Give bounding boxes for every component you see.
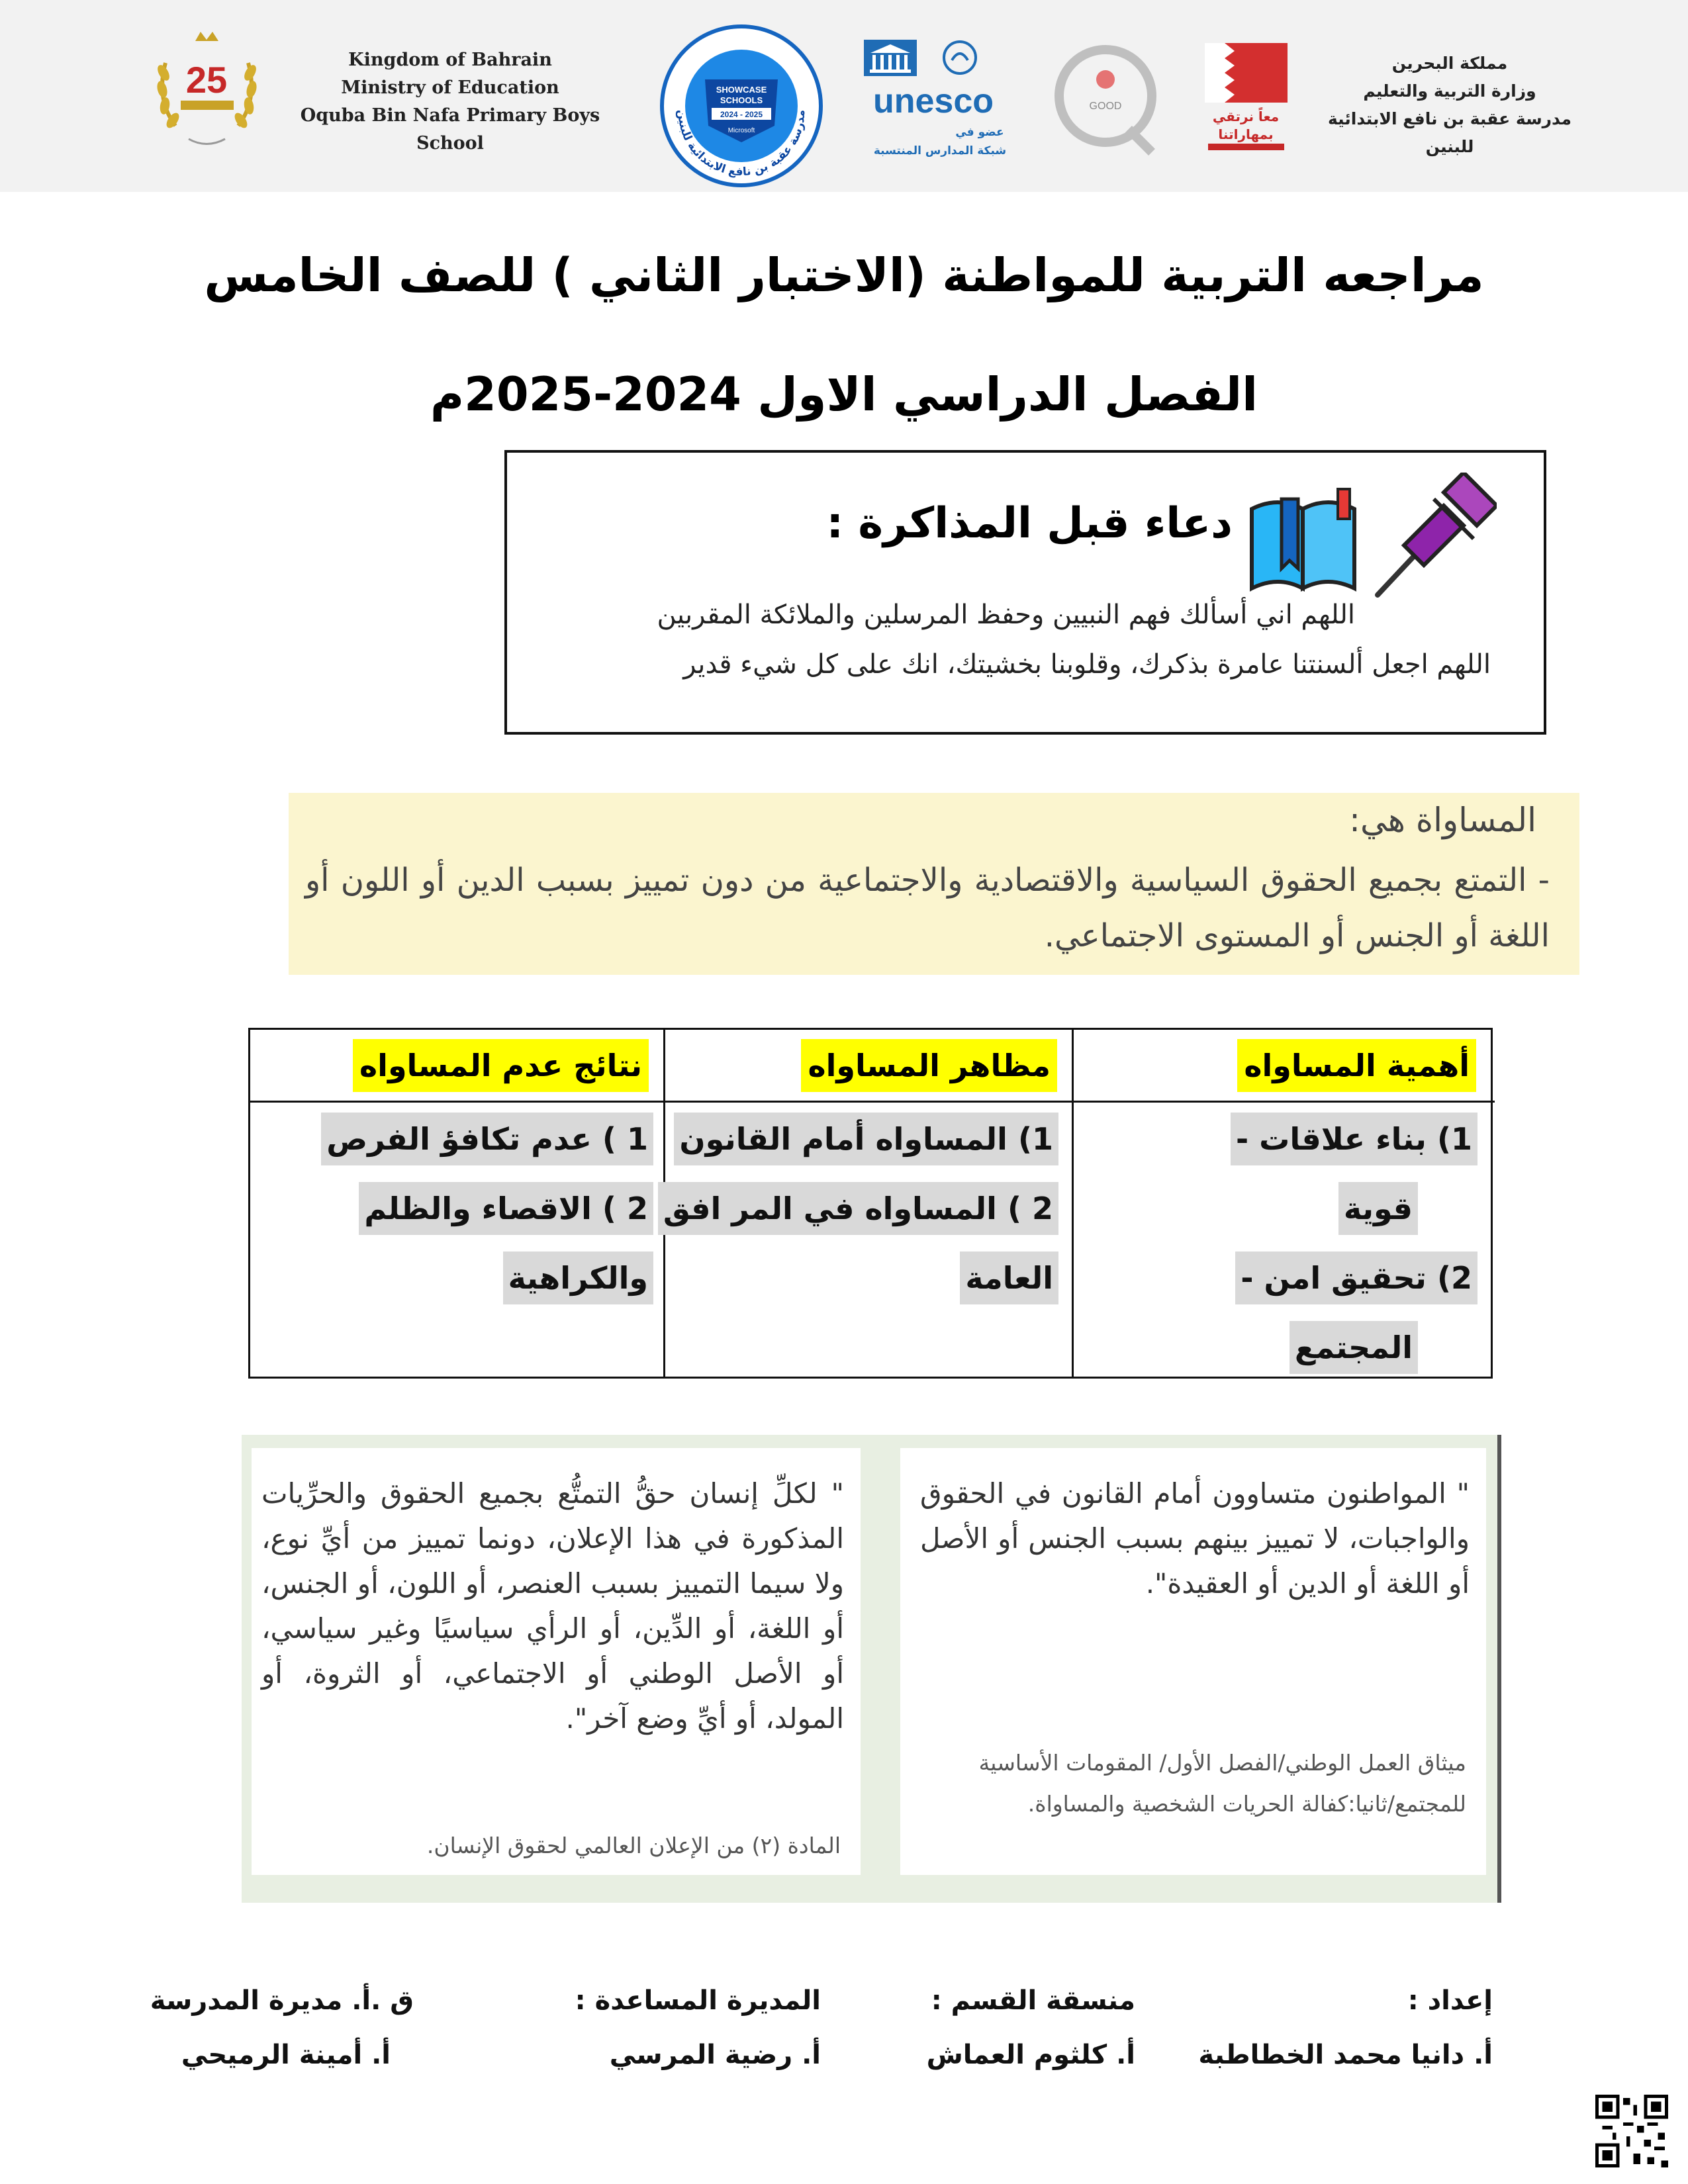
table-cell-line: 1) المساواه أمام القانون: [674, 1113, 1058, 1165]
national-charter-quote: " المواطنون متساوون أمام القانون في الحقوق والواجبات، لا تمييز بينهم بسبب الجنس أو الأصل أو اللغة أو الدين أو العقيدة".: [920, 1477, 1470, 1600]
dua-box: [504, 450, 1546, 735]
human-rights-source: المادة (٢) من الإعلان العالمي لحقوق الإنسان.: [426, 1833, 841, 1858]
table-cell-line: المجتمع: [1289, 1321, 1418, 1374]
table-cell-line: والكراهية: [503, 1251, 653, 1304]
table-cell-line: 1) بناء علاقات -: [1231, 1113, 1477, 1165]
equality-definition-text: - التمتع بجميع الحقوق السياسية والاقتصادية والاجتماعية من دون تمييز بسبب الدين أو اللون أو اللغة أو الجنس أو المستوى الاجتماعي.: [305, 862, 1550, 954]
table-column-importance: [1074, 1030, 1491, 1377]
letterhead-header: [0, 0, 1688, 192]
assistant-principal-label: المديرة المساعدة :: [575, 1985, 821, 2016]
table-cell-line: 2) تحقيق امن -: [1235, 1251, 1477, 1304]
table-header-divider: [250, 1101, 1495, 1103]
table-cell-line: قوية: [1338, 1182, 1418, 1235]
svg-text:GOOD: GOOD: [1089, 101, 1122, 112]
svg-text:SHOWCASE: SHOWCASE: [716, 85, 767, 95]
human-rights-quote-panel: [252, 1448, 861, 1875]
school-name-english: Kingdom of Bahrain Ministry of Education Oquba Bin Nafa Primary Boys School: [300, 50, 600, 154]
principal-label: ق .أ. مديرة المدرسة: [150, 1985, 414, 2016]
human-rights-quote: " لكلِّ إنسان حقُّ التمتُّع بجميع الحقوق والحرِّيات المذكورة في هذا الإعلان، دونما تمييز من أيِّ نوع، ولا سيما التمييز بسبب العنصر، أو اللون، أو الجنس، أو اللغة، أو الدِّين، أو الرأي سياسيًا وغير سياسي، أو الأصل الوطني أو الاجتماعي، أو الثروة، أو المولد، أو أيِّ وضع آخر".: [261, 1477, 844, 1735]
coordinator-label: منسقة القسم :: [931, 1985, 1135, 2016]
textbook-excerpt: [242, 1435, 1499, 1903]
prepared-by-name: أ. دانيا محمد الخطاطبة: [1198, 2040, 1493, 2070]
open-book-icon: [1245, 482, 1361, 595]
table-column-consequences: [248, 1030, 663, 1377]
coordinator-name: أ. كلثوم العماش: [926, 2040, 1135, 2070]
prepared-by-label: إعداد :: [1407, 1985, 1493, 2016]
logo-25-number: 25: [185, 59, 228, 101]
equality-table: [248, 1028, 1493, 1379]
table-cell-line: العامة: [960, 1251, 1058, 1304]
assistant-principal-name: أ. رضية المرسي: [609, 2040, 821, 2070]
national-charter-quote-panel: [900, 1448, 1486, 1875]
equality-definition-box: [289, 793, 1579, 975]
dua-line-1: اللهم اني أسألك فهم النبيين وحفظ المرسلين والملائكة المقربين: [657, 600, 1355, 630]
national-charter-source: ميثاق العمل الوطني/الفصل الأول/ المقومات الأساسية للمجتمع/ثانيا:كفالة الحريات الشخصية والمساواة.: [978, 1750, 1466, 1817]
svg-text:بمهاراتنا: بمهاراتنا: [1218, 126, 1274, 142]
svg-text:مدرسة عقبة بن نافع الابتدائية: مدرسة عقبة بن نافع الابتدائية للبنين: [675, 109, 808, 179]
table-cell-line: 1 ) عدم تكافؤ الفرص: [321, 1113, 653, 1165]
svg-text:شبكة المدارس المنتسبة: شبكة المدارس المنتسبة: [873, 144, 1007, 158]
dua-title: دعاء قبل المذاكرة :: [826, 499, 1233, 548]
bahrain-ministry-logo: [1198, 36, 1294, 156]
svg-text:2024 - 2025: 2024 - 2025: [720, 110, 763, 119]
pushpin-icon: [1364, 473, 1497, 605]
table-header-consequences: نتائج عدم المساواه: [353, 1039, 649, 1092]
equality-heading: المساواة هي:: [1349, 801, 1536, 839]
showcase-school-badge: [659, 23, 824, 189]
svg-text:عضو في: عضو في: [955, 126, 1004, 139]
unesco-logo: [854, 36, 1013, 162]
anniversary-25-logo: [149, 26, 265, 159]
table-header-manifestations: مظاهر المساواه: [801, 1039, 1057, 1092]
svg-text:SCHOOLS: SCHOOLS: [720, 95, 763, 105]
page-title: مراجعه التربية للمواطنة (الاختبار الثاني ) للصف الخامس: [204, 248, 1484, 302]
svg-text:معاً نرتقي: معاً نرتقي: [1212, 109, 1280, 124]
school-name-arabic: مملكة البحرين وزارة التربية والتعليم مدرسة عقبة بن نافع الابتدائية للبنين: [1328, 54, 1571, 156]
principal-name: أ. أمينة الرميحي: [181, 2040, 391, 2070]
svg-text:Microsoft: Microsoft: [727, 127, 755, 134]
qr-code-icon: [1595, 2095, 1668, 2167]
page-subtitle: الفصل الدراسي الاول 2024-2025م: [430, 367, 1258, 422]
dua-line-2: اللهم اجعل ألسنتنا عامرة بذكرك، وقلوبنا بخشيتك، انك على كل شيء قدير: [683, 649, 1491, 680]
table-header-importance: أهمية المساواه: [1237, 1039, 1476, 1092]
table-column-manifestations: [663, 1030, 1074, 1377]
excerpt-edge-divider: [1497, 1435, 1501, 1903]
svg-text:unesco: unesco: [872, 82, 994, 120]
table-cell-line: 2 ) المساواه في المر افق: [658, 1182, 1058, 1235]
table-cell-line: 2 ) الاقصاء والظلم: [359, 1182, 653, 1235]
quality-good-badge: [1053, 33, 1158, 159]
